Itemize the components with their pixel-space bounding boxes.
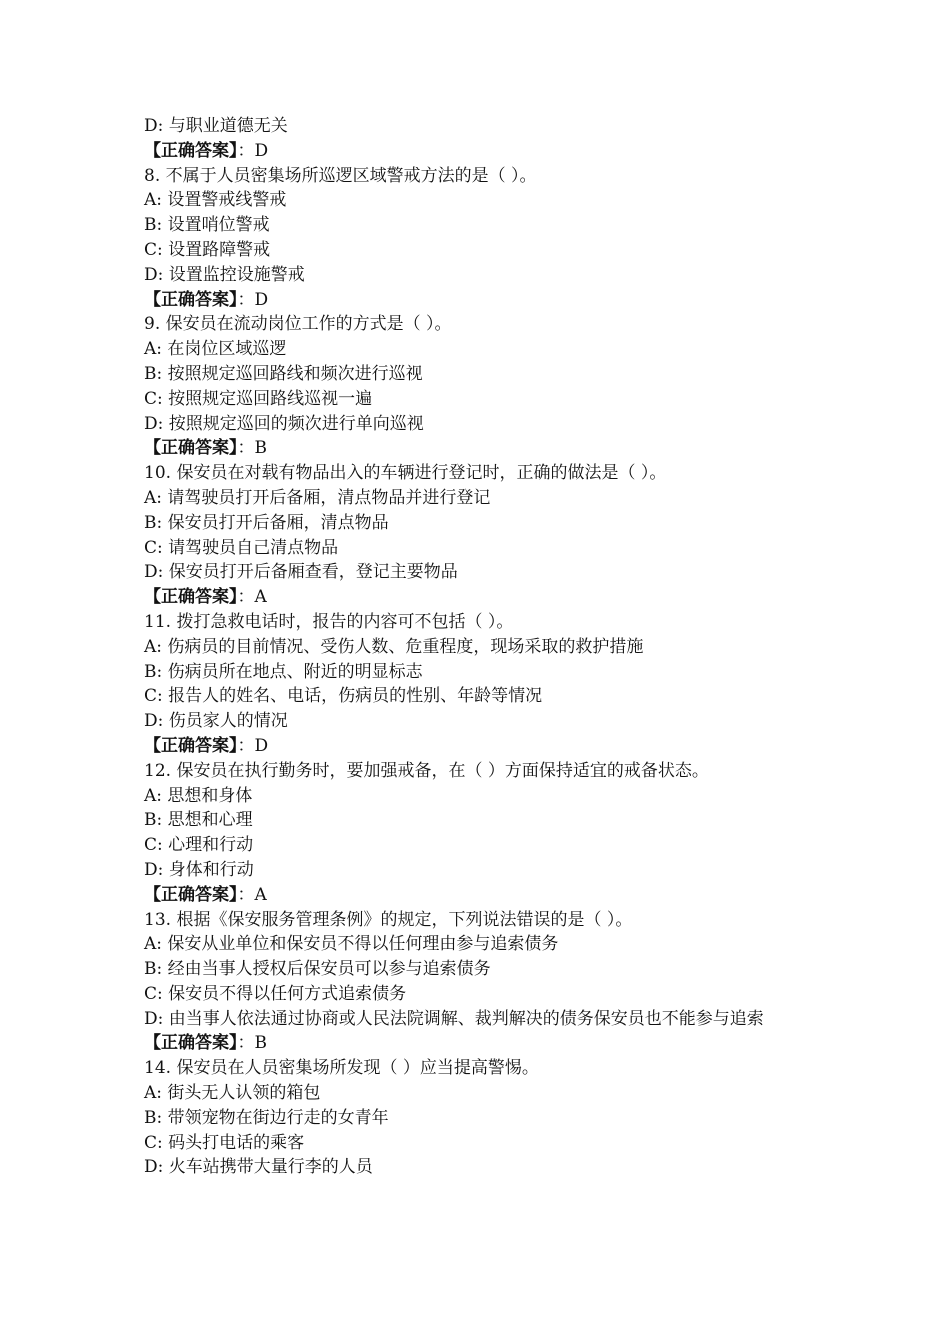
option-d: D: 按照规定巡回的频次进行单向巡视	[144, 413, 424, 434]
answer-value: D	[254, 289, 269, 310]
option-d: D: 设置监控设施警戒	[144, 264, 305, 285]
option-d: D: 火车站携带大量行李的人员	[144, 1157, 373, 1178]
question-stem: 13. 根据《保安服务管理条例》的规定，下列说法错误的是（ ）。	[144, 909, 633, 930]
option-d: D: 保安员打开后备厢查看，登记主要物品	[144, 562, 458, 583]
answer-separator: ：	[237, 289, 255, 310]
option-a: A: 街头无人认领的箱包	[144, 1083, 321, 1104]
option-b: B: 保安员打开后备厢，清点物品	[144, 512, 389, 533]
question-stem: 10. 保安员在对载有物品出入的车辆进行登记时，正确的做法是（ ）。	[144, 463, 667, 484]
question-stem: 8. 不属于人员密集场所巡逻区域警戒方法的是（ ）。	[144, 165, 537, 186]
question-stem: 14. 保安员在人员密集场所发现（ ）应当提高警惕。	[144, 1058, 539, 1079]
answer-separator: ：	[237, 140, 255, 161]
option-a: A: 设置警戒线警戒	[144, 190, 287, 211]
option-a: A: 思想和身体	[144, 785, 253, 806]
option-c: C: 设置路障警戒	[144, 239, 271, 260]
answer-line	[144, 288, 804, 313]
answer-separator: ：	[237, 884, 255, 905]
option-c: C: 心理和行动	[144, 835, 254, 856]
option-d: D: 与职业道德无关	[144, 116, 288, 136]
answer-label: 【正确答案】	[144, 1033, 238, 1054]
option-a: A: 请驾驶员打开后备厢，清点物品并进行登记	[144, 487, 491, 508]
option-b: B: 思想和心理	[144, 810, 253, 831]
answer-line	[144, 585, 804, 610]
answer-label: 【正确答案】	[144, 438, 238, 459]
answer-label: 【正确答案】	[144, 587, 238, 608]
option-a: A: 伤病员的目前情况、受伤人数、危重程度，现场采取的救护措施	[144, 636, 644, 657]
question-stem: 12. 保安员在执行勤务时，要加强戒备，在（ ）方面保持适宜的戒备状态。	[144, 760, 709, 781]
option-a: A: 保安从业单位和保安员不得以任何理由参与追索债务	[144, 934, 559, 955]
answer-separator: ：	[237, 438, 255, 459]
answer-line	[144, 734, 804, 759]
option-b: B: 伤病员所在地点、附近的明显标志	[144, 661, 423, 682]
answer-label: 【正确答案】	[144, 289, 238, 310]
answer-value: B	[254, 438, 267, 459]
answer-value: B	[254, 1033, 267, 1054]
option-a: A: 在岗位区域巡逻	[144, 339, 287, 360]
option-b: B: 按照规定巡回路线和频次进行巡视	[144, 363, 423, 384]
option-d: D: 身体和行动	[144, 859, 254, 880]
answer-value: D	[254, 140, 269, 161]
option-c: C: 按照规定巡回路线巡视一遍	[144, 388, 373, 409]
answer-value: D	[254, 735, 269, 756]
answer-separator: ：	[237, 587, 255, 608]
answer-value: A	[254, 587, 267, 608]
answer-line	[144, 436, 804, 461]
option-b: B: 带领宠物在街边行走的女青年	[144, 1107, 389, 1128]
answer-separator: ：	[237, 1033, 255, 1054]
option-b: B: 经由当事人授权后保安员可以参与追索债务	[144, 959, 491, 980]
answer-line	[144, 139, 804, 164]
answer-label: 【正确答案】	[144, 884, 238, 905]
option-c: C: 请驾驶员自己清点物品	[144, 537, 339, 558]
option-d: D: 伤员家人的情况	[144, 711, 288, 732]
question-stem: 9. 保安员在流动岗位工作的方式是（ ）。	[144, 314, 452, 335]
option-c: C: 保安员不得以任何方式追索债务	[144, 983, 407, 1004]
answer-label: 【正确答案】	[144, 140, 238, 161]
answer-line	[144, 883, 804, 908]
question-stem: 11. 拨打急救电话时，报告的内容可不包括（ ）。	[144, 611, 514, 632]
option-c: C: 报告人的姓名、电话，伤病员的性别、年龄等情况	[144, 686, 543, 707]
answer-separator: ：	[237, 735, 255, 756]
answer-line	[144, 1031, 804, 1056]
option-d: D: 由当事人依法通过协商或人民法院调解、裁判解决的债务保安员也不能参与追索	[144, 1008, 764, 1029]
option-c: C: 码头打电话的乘客	[144, 1132, 305, 1153]
question-list	[144, 114, 804, 1180]
answer-value: A	[254, 884, 267, 905]
answer-label: 【正确答案】	[144, 735, 238, 756]
option-b: B: 设置哨位警戒	[144, 215, 270, 236]
